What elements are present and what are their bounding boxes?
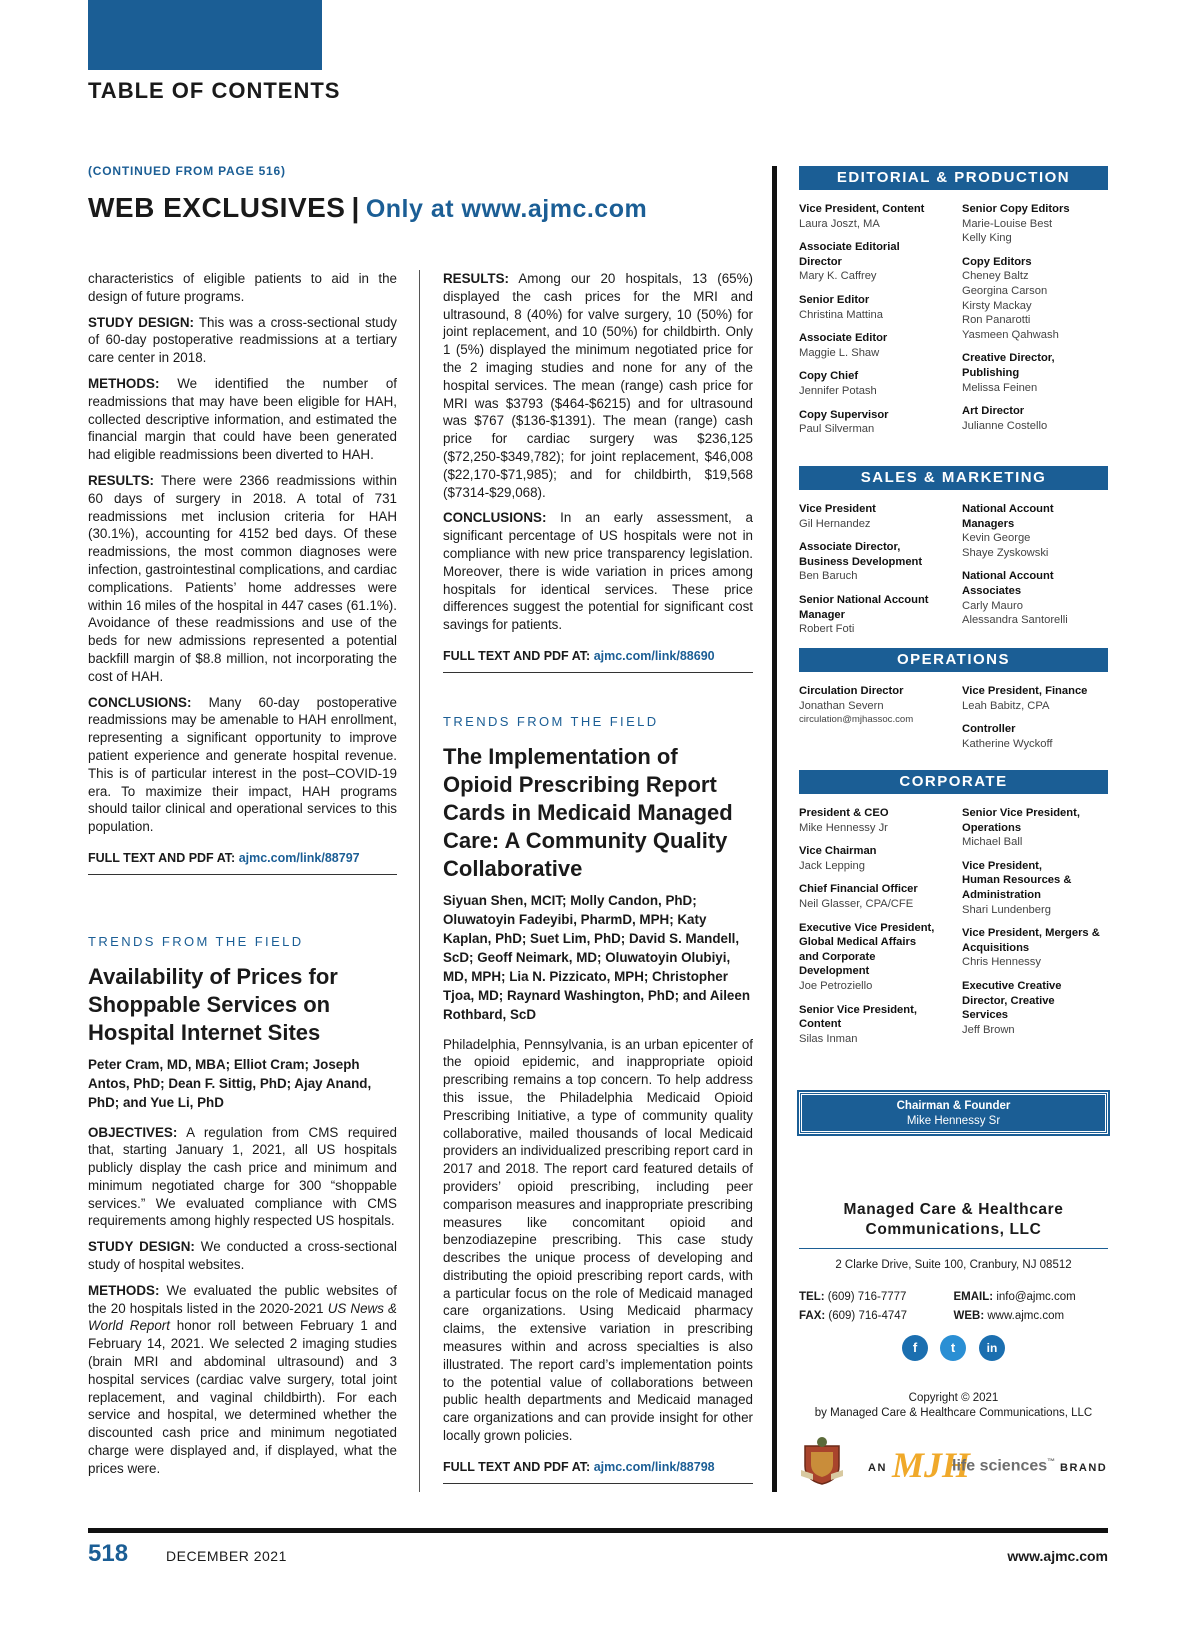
crest-graphic (799, 1436, 845, 1486)
names: Maggie L. Shaw (799, 346, 880, 359)
names: Carly Mauro Alessandra Santorelli (962, 599, 1068, 627)
names: Jonathan Severn (799, 699, 884, 712)
names: Michael Ball (962, 836, 1023, 849)
names: Jack Lepping (799, 859, 865, 872)
masthead-heading: CORPORATE (799, 770, 1108, 794)
names: Robert Foti (799, 623, 855, 636)
masthead-entry (799, 684, 962, 728)
title-separator: | (351, 192, 360, 223)
names: Leah Babitz, CPA (962, 699, 1050, 712)
copyright-line: Copyright © 2021 (908, 1392, 999, 1404)
masthead-entry (799, 369, 962, 398)
masthead-col-right (962, 202, 1108, 446)
brand-an: AN (868, 1462, 887, 1474)
names: Chris Hennessy (962, 956, 1041, 969)
article-authors: Peter Cram, MD, MBA; Elliot Cram; Joseph Antos, PhD; Dean F. Sittig, PhD; Ajay Anand, PhD; and Yue Li, PhD (88, 1056, 372, 1110)
issue-date: DECEMBER 2021 (166, 1548, 287, 1564)
names: Jeff Brown (962, 1023, 1015, 1036)
facebook-icon[interactable]: f (902, 1335, 928, 1361)
masthead-col-left (799, 502, 962, 646)
role: Associate Director, Business Development (799, 541, 923, 568)
masthead-entry (962, 859, 1108, 917)
methods-text: We identified the number of readmissions that may have been eligible for HAH, collected descriptive information, and estimated the financial margin that could have been generated had eligible readmissions been diverted to HAH. (88, 375, 397, 463)
masthead-entry (799, 882, 962, 911)
masthead-entry (962, 351, 1108, 395)
role: Vice Chairman (799, 845, 877, 858)
masthead-col-right (962, 806, 1108, 1055)
results-paragraph (88, 472, 397, 686)
masthead-heading: SALES & MARKETING (799, 466, 1108, 490)
names: Cheney Baltz Georgina Carson Kirsty Mackay Ron Panarotti Yasmeen Qahwash (962, 270, 1059, 341)
company-block (799, 1200, 1108, 1271)
column-divider (419, 270, 420, 1492)
mjh-brand (868, 1446, 1113, 1486)
email-value[interactable]: info@ajmc.com (996, 1291, 1076, 1303)
column-left (88, 270, 397, 1486)
masthead-col-left (799, 684, 962, 760)
role: Senior Vice President, Operations (962, 807, 1080, 834)
masthead-corporate (799, 770, 1108, 1055)
role: Copy Editors (962, 255, 1032, 268)
names: Katherine Wyckoff (962, 737, 1053, 750)
article-title[interactable]: Availability of Prices for Shoppable Services on Hospital Internet Sites (88, 963, 338, 1045)
role: Associate Editorial Director (799, 241, 900, 268)
role: Executive Vice President, Global Medical Affairs and Corporate Development (799, 921, 935, 978)
twitter-icon[interactable]: t (940, 1335, 966, 1361)
results-paragraph (443, 270, 753, 501)
masthead-entry (962, 202, 1108, 246)
web-url[interactable]: Only at www.ajmc.com (365, 195, 648, 223)
masthead-editorial (799, 166, 1108, 446)
conclusions-label: CONCLUSIONS: (443, 510, 547, 526)
masthead-entry (799, 806, 962, 835)
copyright (799, 1391, 1108, 1421)
linkedin-icon[interactable]: in (979, 1335, 1005, 1361)
names: Shari Lundenberg (962, 903, 1051, 916)
names: Mike Hennessy Jr (799, 821, 888, 834)
masthead-entry (799, 202, 962, 231)
masthead-entry (962, 722, 1108, 751)
footer-rule (88, 1528, 1108, 1533)
web-exclusives-heading (88, 192, 647, 224)
fulltext-line (443, 648, 753, 673)
methods-text-cont: honor roll between February 1 and February 14, 2021. We selected 2 imaging studies (brain MRI and abdominal ultrasound) and 3 hospital services (cardiac valve surgery, total joint replacement, and vaginal childbirth). For each service and hospital, we determined whether the discounted cash price and minimum negotiated charge were displayed and, if displayed, what the prices were. (88, 1318, 397, 1476)
fax-value: (609) 716-4747 (828, 1310, 908, 1322)
role: Circulation Director (799, 685, 904, 697)
role: Senior Editor (799, 293, 870, 306)
fulltext-link[interactable]: ajmc.com/link/88690 (593, 648, 715, 663)
web-value[interactable]: www.ajmc.com (987, 1310, 1065, 1322)
masthead-entry (799, 540, 962, 584)
web-line (954, 1307, 1109, 1326)
role: Vice President, Content (799, 203, 925, 215)
masthead-entry (962, 569, 1108, 627)
objectives-text: A regulation from CMS required that, starting January 1, 2021, all US hospitals publicly display the cash price and minimum and minimum negotiated charge for 300 “shoppable services.” We evaluated compliance with CMS requirements among highly respected US hospitals. (88, 1124, 397, 1229)
chairman-name: Mike Hennessy Sr (906, 1115, 1001, 1127)
masthead-entry (799, 844, 962, 873)
role: Senior Vice President, Content (799, 1003, 917, 1031)
role: Art Director (962, 405, 1025, 418)
masthead-entry (799, 593, 962, 637)
mjh-logo-icon: MJH (892, 1445, 971, 1485)
web-label: WEB: (953, 1310, 985, 1322)
masthead-operations (799, 648, 1108, 760)
masthead-entry (799, 408, 962, 437)
role: Creative Director, Publishing (962, 352, 1055, 379)
masthead-entry (799, 502, 962, 531)
role: Vice President (799, 503, 876, 515)
email-label: EMAIL: (953, 1291, 994, 1303)
masthead-entry (962, 806, 1108, 850)
study-design-paragraph (88, 1238, 397, 1274)
section-tag: TRENDS FROM THE FIELD (443, 713, 659, 729)
masthead-entry (799, 240, 962, 284)
role: Vice President, Finance (962, 685, 1088, 697)
results-text: Among our 20 hospitals, 13 (65%) displayed the cash prices for the MRI and ultrasound, 8 (40%) for valve surgery, 10 (50%) for joint replacement, and 10 (50%) for childbirth. Only 1 (5%) displayed the minimum negotiated price for the 2 imaging studies and none for any of the hospital services. The mean (range) cash price for MRI was $3793 ($464-$6215) and for ultrasound was $767 ($136-$1391). The mean (range) cash price for cardiac surgery was $236,125 ($72,250-$349,782); for joint replacement, $46,008 ($22,170-$71,985); and for childbirth, $19,568 ($7314-$29,068). (443, 271, 753, 500)
masthead-entry (962, 926, 1108, 970)
masthead-col-right (962, 684, 1108, 760)
column-middle (443, 270, 753, 1484)
section-title: TABLE OF CONTENTS (88, 78, 341, 103)
fulltext-link[interactable]: ajmc.com/link/88798 (593, 1459, 715, 1474)
section-tag: TRENDS FROM THE FIELD (88, 933, 304, 949)
masthead-entry (799, 331, 962, 360)
crest-logo-icon (799, 1436, 845, 1486)
names: Neil Glasser, CPA/CFE (799, 897, 914, 910)
role: Vice President, Mergers & Acquisitions (962, 927, 1100, 954)
names: Julianne Costello (962, 419, 1048, 432)
names: Silas Inman (799, 1032, 858, 1045)
objectives-paragraph (88, 1124, 397, 1231)
conclusions-text: In an early assessment, a significant percentage of US hospitals were not in compliance with new price transparency legislation. Moreover, there is wide variation in prices among hospitals for identical services. These price differences suggest the potential for significant cost savings for patients. (443, 510, 753, 633)
role: National Account Managers (962, 503, 1054, 530)
study-design-label: STUDY DESIGN: (88, 1239, 195, 1255)
masthead-divider (772, 166, 777, 1492)
article-body: Philadelphia, Pennsylvania, is an urban epicenter of the opioid epidemic, and inappropriate opioid prescribing remains a top concern. To help address this issue, the Philadelphia Medicaid Opioid Prescribing Initiative, a type of community quality collaborative, mailed thousands of local Medicaid providers an individualized prescribing report card in 2017 and 2018. The report card featured details of providers’ opioid prescribing, including peer comparison measures and inappropriate prescribing measures like concomitant opioid and benzodiazepine prescribing. This case study describes the unique process of developing and distributing the opioid prescribing report cards, with a particular focus on the role of Medicaid managed care organizations. Using Medicaid pharmacy claims, the extensive variation in prescribing measures within and across specialties is also illustrated. The report card’s implementation points to the potential value of collaborations between public health departments and Medicaid managed care organizations and can provide insight for other locally grown policies. (443, 1036, 753, 1444)
company-address: 2 Clarke Drive, Suite 100, Cranbury, NJ 08512 (835, 1259, 1072, 1271)
email-line (954, 1288, 1109, 1307)
page-number: 518 (88, 1540, 129, 1567)
copyright-line: by Managed Care & Healthcare Communications, LLC (814, 1407, 1093, 1419)
role: Controller (962, 723, 1016, 736)
tel-value[interactable]: (609) 716-7777 (827, 1291, 907, 1303)
names: Marie-Louise Best Kelly King (962, 217, 1053, 245)
brand-life-sciences (952, 1457, 1055, 1475)
masthead-entry (962, 684, 1108, 713)
article-title[interactable]: The Implementation of Opioid Prescribing Report Cards in Medicaid Managed Care: A Community Quality Collaborative (443, 743, 733, 881)
brand-ls-text: life sciences (952, 1457, 1048, 1475)
fulltext-link[interactable]: ajmc.com/link/88797 (238, 850, 360, 865)
study-design-paragraph (88, 314, 397, 367)
objectives-label: OBJECTIVES: (88, 1124, 178, 1140)
email-link[interactable]: circulation@mjhassoc.com (799, 714, 914, 726)
masthead-entry (799, 921, 962, 994)
names: Ben Baruch (799, 570, 858, 583)
masthead-col-left (799, 806, 962, 1055)
role: Copy Chief (799, 370, 859, 383)
study-design-label: STUDY DESIGN: (88, 314, 195, 330)
contact-block (799, 1288, 1108, 1326)
masthead-col-left (799, 202, 962, 446)
masthead-entry (962, 979, 1108, 1037)
chairman-box (799, 1092, 1108, 1134)
role: Executive Creative Director, Creative Services (962, 979, 1062, 1022)
tel-line (799, 1288, 954, 1307)
names: Paul Silverman (799, 423, 875, 436)
masthead-entry (962, 255, 1108, 343)
names: Christina Mattina (799, 308, 883, 321)
article-authors: Siyuan Shen, MCIT; Molly Candon, PhD; Oluwatoyin Fadeyibi, PharmD, MPH; Katy Kaplan, PhD; Suet Lim, PhD; David S. Mandell, ScD; Geoff Neimark, MD; Oluwatoyin Olubiyi, MD, MPH; Lia N. Pizzicato, MPH; Christopher Tjoa, MD; Raynard Washington, PhD; and Aileen Rothbard, ScD (443, 892, 751, 1022)
study-design-text: We conducted a cross-sectional study of hospital websites. (88, 1239, 397, 1273)
brand-word: BRAND (1060, 1462, 1108, 1474)
methods-label: METHODS: (88, 1282, 160, 1298)
fulltext-line (88, 850, 397, 875)
tel-label: TEL: (799, 1291, 825, 1303)
conclusions-paragraph (88, 694, 397, 836)
fulltext-label: FULL TEXT AND PDF AT: (443, 648, 594, 663)
names: Mary K. Caffrey (799, 270, 877, 283)
fax-label: FAX: (799, 1310, 826, 1322)
continued-note: (CONTINUED FROM PAGE 516) (88, 164, 286, 178)
methods-label: METHODS: (88, 375, 160, 391)
masthead-entry (962, 404, 1108, 433)
names: Gil Hernandez (799, 517, 871, 530)
conclusions-label: CONCLUSIONS: (88, 694, 192, 710)
role: National Account Associates (962, 570, 1054, 597)
study-design-text: This was a cross-sectional study of 60-day postoperative readmissions at a tertiary care center in 2018. (88, 314, 397, 366)
results-label: RESULTS: (443, 271, 509, 286)
methods-italic: US News & World Report (88, 1300, 397, 1334)
results-label: RESULTS: (88, 472, 154, 488)
names: Joe Petroziello (799, 979, 873, 992)
role: Copy Supervisor (799, 408, 889, 421)
methods-paragraph (88, 1282, 397, 1478)
masthead-entry (962, 502, 1108, 560)
role: Senior National Account Manager (799, 593, 929, 621)
role: Senior Copy Editors (962, 203, 1070, 215)
methods-paragraph (88, 375, 397, 464)
masthead-col-right (962, 502, 1108, 646)
masthead-entry (799, 293, 962, 322)
masthead-entry (799, 1003, 962, 1047)
conclusions-text: Many 60-day postoperative readmissions may be amenable to HAH enrollment, representing a significant opportunity to improve patient experience and generate hospital revenue. This is of particular interest in the post–COVID-19 era. To maximize their impact, HAH programs should tailor clinical and operational services to this population. (88, 694, 397, 835)
header-color-block (88, 0, 322, 70)
names: Melissa Feinen (962, 381, 1038, 394)
names: Jennifer Potash (799, 384, 877, 397)
conclusions-paragraph (443, 509, 753, 634)
company-name: Managed Care & Healthcare Communications, LLC (799, 1200, 1108, 1249)
role: President & CEO (799, 807, 889, 819)
names: Kevin George Shaye Zyskowski (962, 532, 1049, 559)
role: Chief Financial Officer (799, 883, 918, 896)
role: Associate Editor (799, 332, 888, 345)
names: Laura Joszt, MA (799, 217, 880, 230)
results-text: There were 2366 readmissions within 60 days of surgery in 2018. A total of 731 readmissions met inclusion criteria for HAH (30.1%), accounting for 4152 bed days. Of these readmissions, the most common diagnoses were infection, gastrointestinal complications, and cardiac complications. Patients’ home addresses were within 16 miles of the hospital in 447 cases (61.1%). Avoidance of these readmissions and use of the beds for new admissions represented a potential backfill margin of $8.8 million, not incorporating the cost of HAH. (88, 472, 397, 684)
brand-tm: ™ (1047, 1457, 1056, 1466)
intro-paragraph: characteristics of eligible patients to aid in the design of future programs. (88, 271, 397, 304)
role: Vice President, Human Resources & Administration (962, 859, 1072, 901)
web-exclusives-title: WEB EXCLUSIVES (88, 192, 346, 223)
chairman-role: Chairman & Founder (896, 1100, 1011, 1112)
fax-line (799, 1307, 954, 1326)
masthead-heading: OPERATIONS (799, 648, 1108, 672)
footer-website[interactable]: www.ajmc.com (1007, 1548, 1108, 1564)
methods-text: We evaluated the public websites of the 20 hospitals listed in the 2020-2021 (88, 1282, 397, 1316)
masthead-heading: EDITORIAL & PRODUCTION (799, 166, 1108, 190)
fulltext-label: FULL TEXT AND PDF AT: (88, 850, 239, 865)
masthead-sales (799, 466, 1108, 646)
fulltext-label: FULL TEXT AND PDF AT: (443, 1459, 594, 1474)
fulltext-line (443, 1459, 753, 1484)
